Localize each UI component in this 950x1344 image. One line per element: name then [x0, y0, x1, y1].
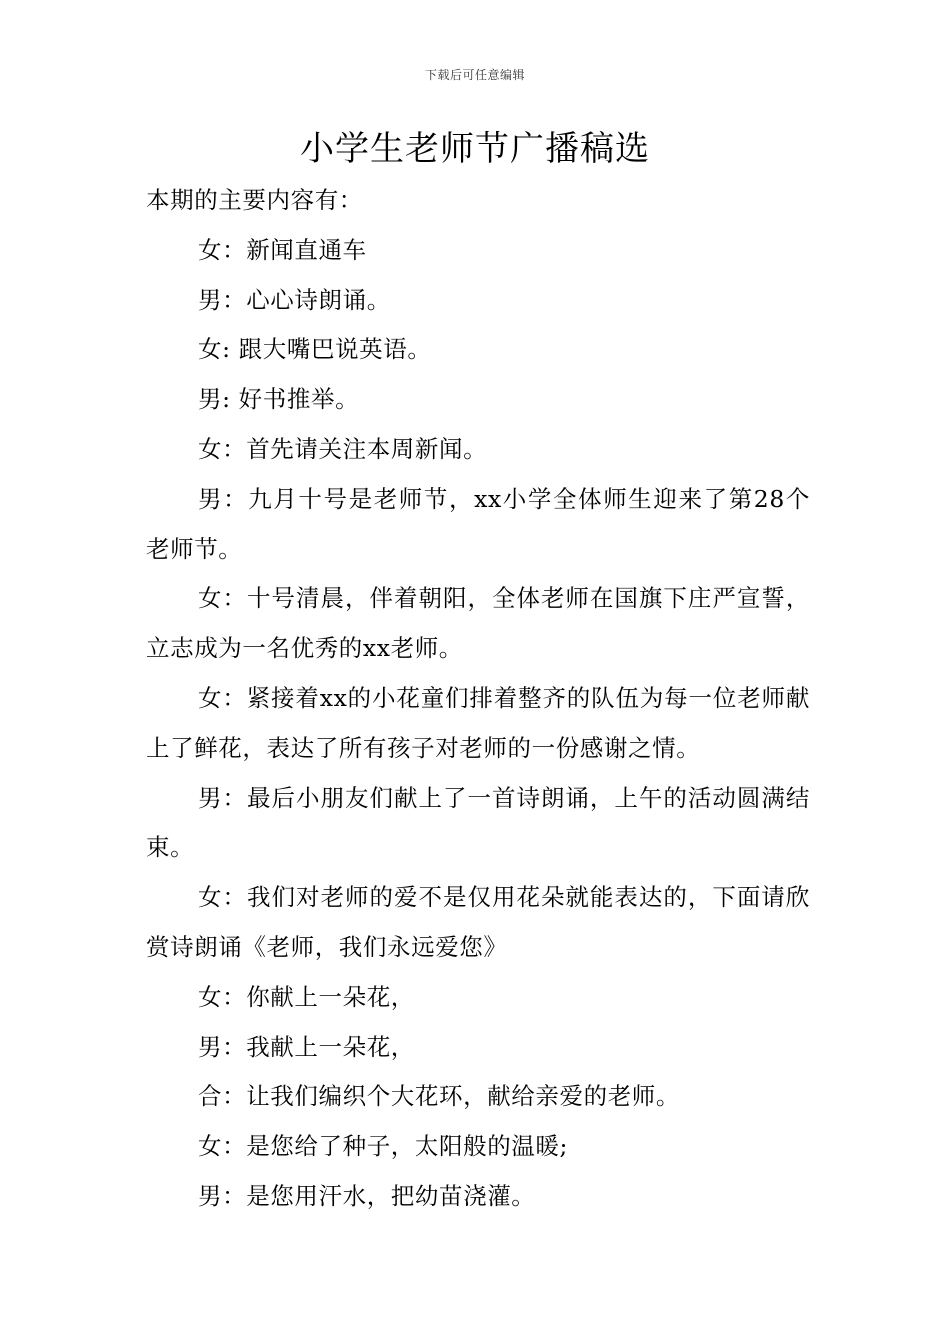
- paragraph: 男：心心诗朗诵。: [198, 285, 391, 314]
- document-body: [146, 176, 810, 1222]
- paragraph: 女：我们对老师的爱不是仅用花朵就能表达的，下面请欣赏诗朗诵《老师，我们永远爱您》: [146, 883, 810, 961]
- paragraph: 女：十号清晨，伴着朝阳，全体老师在国旗下庄严宣誓，立志成为一名优秀的xx老师。: [146, 584, 810, 663]
- paragraph: 男：最后小朋友们献上了一首诗朗诵，上午的活动圆满结束。: [146, 783, 810, 862]
- paragraph: 男: 好书推举。: [198, 385, 360, 414]
- paragraph: 女：首先请关注本周新闻。: [198, 434, 488, 463]
- header-note: 下载后可任意编辑: [424, 68, 525, 82]
- paragraph: 女：是您给了种子，太阳般的温暖;: [198, 1132, 569, 1161]
- page-title: 小学生老师节广播稿选: [300, 129, 650, 169]
- paragraph: 女：新闻直通车: [198, 235, 367, 264]
- paragraph: 女：你献上一朵花，: [198, 982, 415, 1011]
- intro-line: 本期的主要内容有：: [146, 186, 363, 214]
- paragraph: 男：九月十号是老师节，xx小学全体师生迎来了第28个老师节。: [146, 484, 810, 563]
- paragraph: 女：紧接着xx的小花童们排着整齐的队伍为每一位老师献上了鲜花，表达了所有孩子对老师的一份感谢之情。: [146, 683, 810, 762]
- paragraph: 女: 跟大嘴巴说英语。: [198, 335, 432, 364]
- paragraph: 男：是您用汗水，把幼苗浇灌。: [198, 1181, 536, 1210]
- paragraph: 男：我献上一朵花，: [198, 1032, 415, 1061]
- paragraph: 合：让我们编织个大花环，献给亲爱的老师。: [198, 1082, 680, 1111]
